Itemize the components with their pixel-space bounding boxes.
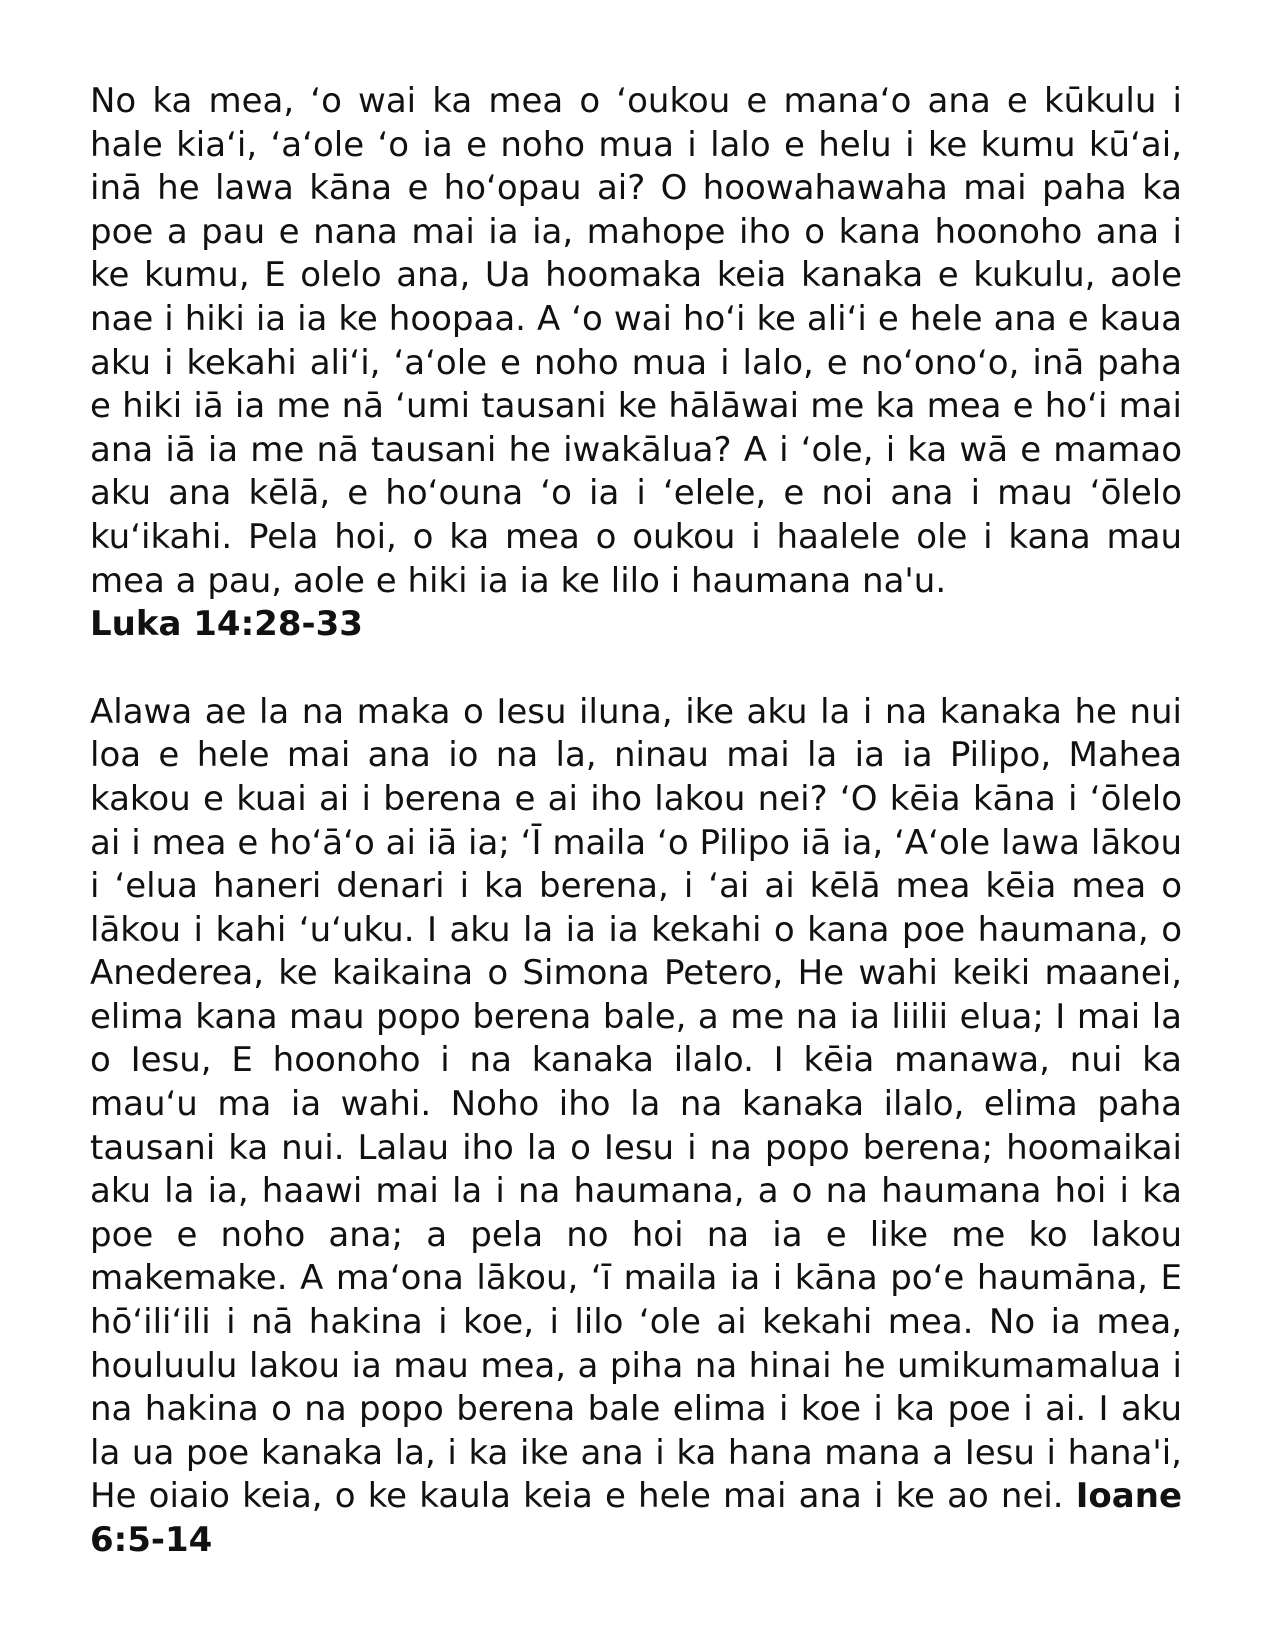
scripture-reference: Luka 14:28-33 — [90, 604, 363, 645]
passage-john — [90, 691, 1182, 1563]
scripture-reference: Ioane 6:5-14 — [90, 1476, 1182, 1560]
passage-luke — [90, 80, 1182, 647]
passage-text: No ka mea, ‘o wai ka mea o ‘oukou e mana‘o ana e kūkulu i hale kia‘i, ‘a‘ole ‘o ia e noho mua i lalo e helu i ke kumu kū‘ai, inā he lawa kāna e ho‘opau ai? O hoowahawaha mai paha ka poe a pau e nana mai ia ia, mahope iho o kana hoonoho ana i ke kumu, E olelo ana, Ua hoomaka keia kanaka e kukulu, aole nae i hiki ia ia ke hoopaa. A ‘o wai ho‘i ke ali‘i e hele ana e kaua aku i kekahi ali‘i, ‘a‘ole e noho mua i lalo, e no‘ono‘o, inā paha e hiki iā ia me nā ‘umi tausani ke hālāwai me ka mea e ho‘i mai ana iā ia me nā tausani he iwakālua? A i ‘ole, i ka wā e mamao aku ana kēlā, e ho‘ouna ‘o ia i ‘elele, e noi ana i mau ‘ōlelo ku‘ikahi. Pela hoi, o ka mea o oukou i haalele ole i kana mau mea a pau, aole e hiki ia ia ke lilo i haumana na'u. — [90, 81, 1182, 601]
passage-text: Alawa ae la na maka o Iesu iluna, ike aku la i na kanaka he nui loa e hele mai ana io na la, ninau mai la ia ia Pilipo, Mahea kakou e kuai ai i berena e ai iho lakou nei? ‘O kēia kāna i ‘ōlelo ai i mea e ho‘ā‘o ai iā ia; ‘Ī maila ‘o Pilipo iā ia, ‘A‘ole lawa lākou i ‘elua haneri denari i ka berena, i ‘ai ai kēlā mea kēia mea o lākou i kahi ‘u‘uku. I aku la ia ia kekahi o kana poe haumana, o Anederea, ke kaikaina o Simona Petero, He wahi keiki maanei, elima kana mau popo berena bale, a me na ia liilii elua; I mai la o Iesu, E hoonoho i na kanaka ilalo. I kēia manawa, nui ka mau‘u ma ia wahi. Noho iho la na kanaka ilalo, elima paha tausani ka nui. Lalau iho la o Iesu i na popo berena; hoomaikai aku la ia, haawi mai la i na haumana, a o na haumana hoi i ka poe e noho ana; a pela no hoi na ia e like me ko lakou makemake. A ma‘ona lākou, ‘ī maila ia i kāna po‘e haumāna, E hō‘ili‘ili i nā hakina i koe, i lilo ‘ole ai kekahi mea. No ia mea, houluulu lakou ia mau mea, a piha na hinai he umikumamalua i na hakina o na popo berena bale elima i koe i ka poe i ai. I aku la ua poe kanaka la, i ka ike ana i ka hana mana a Iesu i hana'i, He oiaio keia, o ke kaula keia e hele mai ana i ke ao nei. — [90, 691, 1182, 1517]
scripture-page — [90, 80, 1182, 1563]
